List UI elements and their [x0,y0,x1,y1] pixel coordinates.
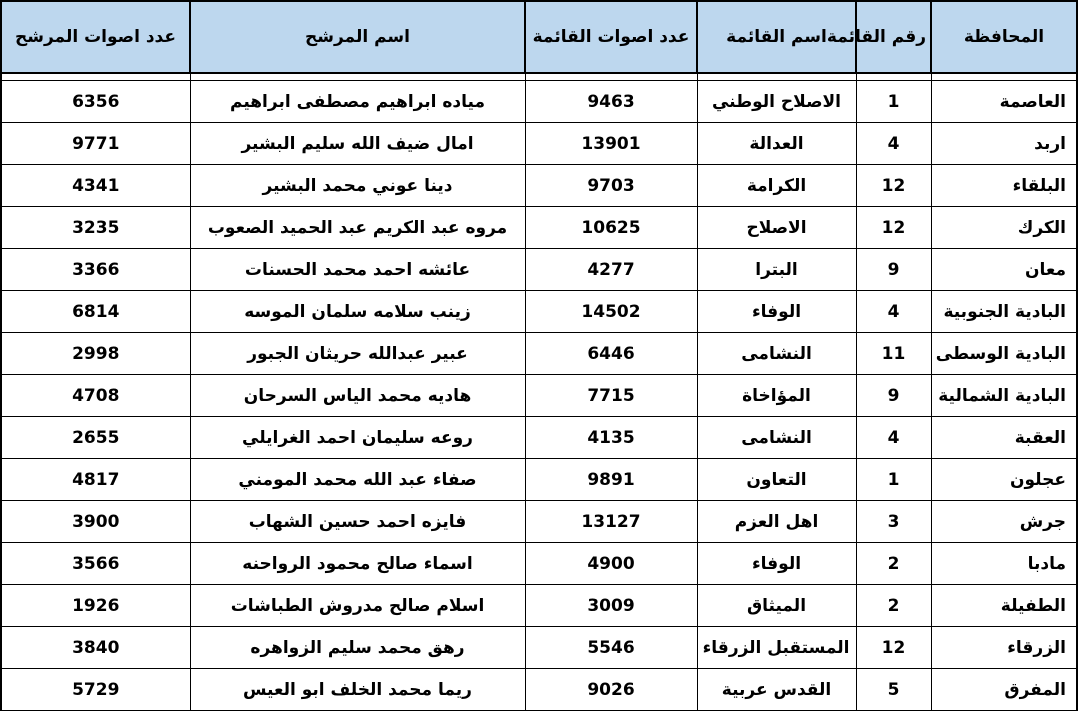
cell-list-name[interactable]: الميثاق [697,585,856,627]
cell-governorate[interactable]: مادبا [931,543,1077,585]
cell-list-number[interactable]: 12 [856,627,931,669]
header-list-name[interactable]: اسم القائمة [697,1,856,73]
cell-governorate[interactable]: معان [931,249,1077,291]
spacer-row [1,73,1077,81]
header-list-votes[interactable]: عدد اصوات القائمة [525,1,697,73]
cell-list-name[interactable]: النشامى [697,417,856,459]
cell-governorate[interactable]: الزرقاء [931,627,1077,669]
cell-list-name[interactable]: الاصلاح [697,207,856,249]
cell-list-number[interactable]: 3 [856,501,931,543]
cell-list-votes[interactable]: 14502 [525,291,697,333]
table-row [1,291,1077,333]
cell-list-votes[interactable]: 4900 [525,543,697,585]
cell-list-votes[interactable]: 4277 [525,249,697,291]
spacer-cell [931,73,1077,81]
table-row [1,81,1077,123]
spacer-cell [1,73,190,81]
cell-list-name[interactable]: البترا [697,249,856,291]
cell-list-votes[interactable]: 13901 [525,123,697,165]
cell-list-number[interactable]: 11 [856,333,931,375]
cell-candidate-votes[interactable]: 2655 [1,417,190,459]
cell-candidate-name[interactable]: اسلام صالح مدروش الطباشات [190,585,525,627]
cell-list-name[interactable]: الاصلاح الوطني [697,81,856,123]
table-row [1,627,1077,669]
cell-governorate[interactable]: البادية الجنوبية [931,291,1077,333]
header-candidate-votes[interactable]: عدد اصوات المرشح [1,1,190,73]
cell-candidate-votes[interactable]: 6814 [1,291,190,333]
cell-candidate-votes[interactable]: 3366 [1,249,190,291]
cell-list-number[interactable]: 1 [856,459,931,501]
cell-candidate-votes[interactable]: 4708 [1,375,190,417]
cell-list-votes[interactable]: 4135 [525,417,697,459]
cell-list-votes[interactable]: 5546 [525,627,697,669]
spacer-cell [190,73,525,81]
table-row [1,207,1077,249]
cell-list-number[interactable]: 4 [856,123,931,165]
table-row [1,249,1077,291]
table-row [1,417,1077,459]
table-row [1,123,1077,165]
cell-candidate-votes[interactable]: 1926 [1,585,190,627]
table-row [1,585,1077,627]
cell-governorate[interactable]: الكرك [931,207,1077,249]
cell-candidate-name[interactable]: عبير عبدالله حريثان الجبور [190,333,525,375]
cell-list-votes[interactable]: 7715 [525,375,697,417]
cell-governorate[interactable]: البلقاء [931,165,1077,207]
cell-list-number[interactable]: 2 [856,585,931,627]
cell-candidate-name[interactable]: اسماء صالح محمود الرواحنه [190,543,525,585]
cell-list-number[interactable]: 1 [856,81,931,123]
cell-candidate-name[interactable]: صفاء عبد الله محمد المومني [190,459,525,501]
cell-list-votes[interactable]: 9026 [525,669,697,711]
cell-list-number[interactable]: 2 [856,543,931,585]
table-row [1,333,1077,375]
header-candidate-name[interactable]: اسم المرشح [190,1,525,73]
cell-list-name[interactable]: العدالة [697,123,856,165]
cell-candidate-votes[interactable]: 9771 [1,123,190,165]
cell-list-votes[interactable]: 6446 [525,333,697,375]
cell-candidate-name[interactable]: ريما محمد الخلف ابو العيس [190,669,525,711]
cell-candidate-votes[interactable]: 3900 [1,501,190,543]
cell-candidate-votes[interactable]: 3566 [1,543,190,585]
cell-list-name[interactable]: المؤاخاة [697,375,856,417]
table-row [1,669,1077,711]
spacer-cell [697,73,856,81]
cell-governorate[interactable]: العقبة [931,417,1077,459]
cell-candidate-name[interactable]: روعه سليمان احمد الغرايلي [190,417,525,459]
cell-candidate-name[interactable]: زينب سلامه سلمان الموسه [190,291,525,333]
cell-candidate-votes[interactable]: 6356 [1,81,190,123]
cell-list-number[interactable]: 5 [856,669,931,711]
cell-list-number[interactable]: 12 [856,207,931,249]
cell-list-number[interactable]: 12 [856,165,931,207]
cell-list-votes[interactable]: 3009 [525,585,697,627]
cell-candidate-votes[interactable]: 4341 [1,165,190,207]
cell-governorate[interactable]: اربد [931,123,1077,165]
cell-list-number[interactable]: 4 [856,291,931,333]
cell-candidate-name[interactable]: دينا عوني محمد البشير [190,165,525,207]
cell-governorate[interactable]: عجلون [931,459,1077,501]
cell-candidate-name[interactable]: رهق محمد سليم الزواهره [190,627,525,669]
cell-list-votes[interactable]: 9703 [525,165,697,207]
table-body [1,73,1077,711]
table-row [1,375,1077,417]
cell-governorate[interactable]: الطفيلة [931,585,1077,627]
cell-list-number[interactable]: 4 [856,417,931,459]
cell-list-name[interactable]: التعاون [697,459,856,501]
table-row [1,543,1077,585]
cell-list-votes[interactable]: 9891 [525,459,697,501]
cell-list-name[interactable]: المستقبل الزرقاء [697,627,856,669]
cell-list-name[interactable]: اهل العزم [697,501,856,543]
cell-list-name[interactable]: القدس عربية [697,669,856,711]
cell-candidate-votes[interactable]: 2998 [1,333,190,375]
cell-list-number[interactable]: 9 [856,249,931,291]
table-header [1,1,1077,73]
cell-candidate-name[interactable]: عائشه احمد محمد الحسنات [190,249,525,291]
spacer-cell [856,73,931,81]
cell-list-name[interactable]: الكرامة [697,165,856,207]
cell-governorate[interactable]: البادية الوسطى [931,333,1077,375]
header-list-number[interactable]: رقم القائمة [856,1,931,73]
cell-list-votes[interactable]: 10625 [525,207,697,249]
cell-list-number[interactable]: 9 [856,375,931,417]
table-row [1,165,1077,207]
header-governorate[interactable]: المحافظة [931,1,1077,73]
cell-candidate-votes[interactable]: 3840 [1,627,190,669]
cell-candidate-votes[interactable]: 4817 [1,459,190,501]
cell-governorate[interactable]: البادية الشمالية [931,375,1077,417]
cell-candidate-name[interactable]: فايزه احمد حسين الشهاب [190,501,525,543]
cell-candidate-name[interactable]: مروه عبد الكريم عبد الحميد الصعوب [190,207,525,249]
cell-list-name[interactable]: النشامى [697,333,856,375]
spacer-cell [525,73,697,81]
cell-governorate[interactable]: المفرق [931,669,1077,711]
cell-governorate[interactable]: العاصمة [931,81,1077,123]
table-row [1,501,1077,543]
cell-candidate-name[interactable]: امال ضيف الله سليم البشير [190,123,525,165]
cell-governorate[interactable]: جرش [931,501,1077,543]
cell-list-votes[interactable]: 9463 [525,81,697,123]
cell-candidate-name[interactable]: هاديه محمد الياس السرحان [190,375,525,417]
cell-list-votes[interactable]: 13127 [525,501,697,543]
header-row [1,1,1077,73]
cell-list-name[interactable]: الوفاء [697,543,856,585]
cell-list-name[interactable]: الوفاء [697,291,856,333]
cell-candidate-name[interactable]: مياده ابراهيم مصطفى ابراهيم [190,81,525,123]
cell-candidate-votes[interactable]: 5729 [1,669,190,711]
table-row [1,459,1077,501]
cell-candidate-votes[interactable]: 3235 [1,207,190,249]
